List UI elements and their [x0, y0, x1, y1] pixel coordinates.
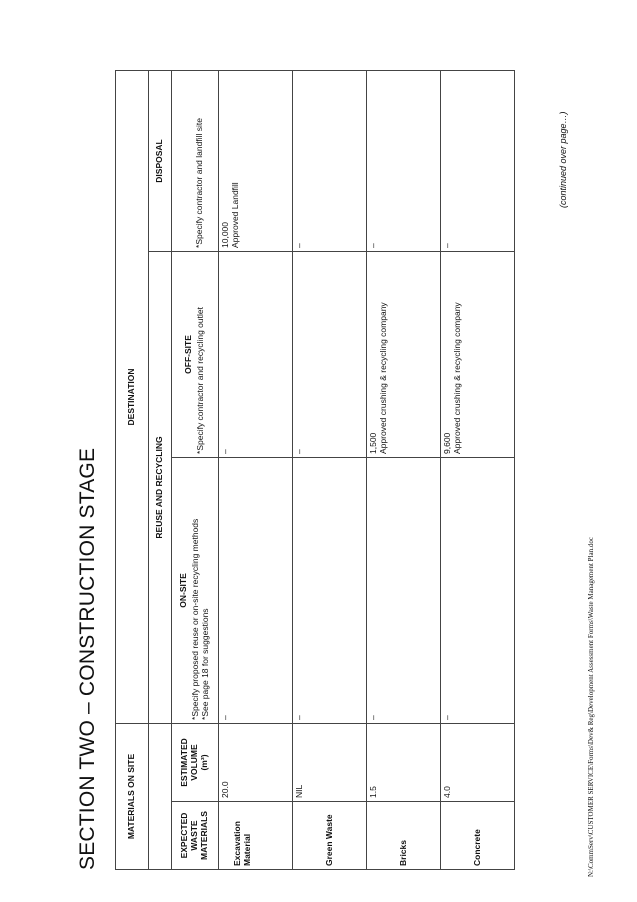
volume-cell: 1.5 — [367, 723, 441, 801]
disposal-header: DISPOSAL — [149, 70, 172, 251]
onsite-cell: – — [219, 457, 293, 723]
volume-unit: (m³) — [198, 754, 209, 771]
disposal-dest: Approved Landfill — [229, 182, 240, 248]
offsite-header — [172, 251, 219, 457]
disposal-cell: – — [367, 70, 441, 251]
offsite-cell: – — [293, 251, 367, 457]
disposal-qty: 10,000 — [220, 221, 230, 248]
offsite-note: *Specify contractor and recycling outlet — [195, 307, 205, 454]
header-row-2 — [149, 70, 172, 869]
header-row-1 — [116, 70, 149, 869]
material-cell: Excavation Material — [219, 802, 293, 870]
onsite-cell: – — [367, 457, 441, 723]
material-cell: Concrete — [441, 802, 515, 870]
reuse-recycling-header: REUSE AND RECYCLING — [149, 251, 172, 723]
onsite-cell: – — [441, 457, 515, 723]
onsite-header — [172, 457, 219, 723]
offsite-qty: 1,500 — [368, 432, 378, 454]
volume-cell: 20.0 — [219, 723, 293, 801]
disposal-cell: – — [441, 70, 515, 251]
table-row — [367, 70, 441, 869]
materials-spacer — [149, 723, 172, 869]
table-row — [293, 70, 367, 869]
offsite-qty: 9,600 — [442, 432, 452, 454]
estimated-volume-header — [172, 723, 219, 801]
material-cell: Bricks — [367, 802, 441, 870]
disposal-note: *Specify contractor and landfill site — [194, 118, 205, 248]
offsite-cell — [367, 251, 441, 457]
header-row-3 — [172, 70, 219, 869]
offsite-cell — [441, 251, 515, 457]
offsite-dest: Approved crushing & recycling company — [451, 302, 462, 454]
volume-cell: 4.0 — [441, 723, 515, 801]
file-path-footer: N:\CommServ\CUSTOMER SERVICE\Forms\Dev& Reg\Development Assessment Forms\Waste Management Plan.doc — [587, 537, 595, 877]
onsite-note-1: *Specify proposed reuse or on-site recycling methods — [190, 518, 201, 720]
disposal-note-header — [172, 70, 219, 251]
expected-waste-header: EXPECTED WASTE MATERIALS — [172, 802, 219, 870]
volume-label: ESTIMATED VOLUME — [179, 738, 200, 787]
volume-cell: NIL — [293, 723, 367, 801]
table-row — [441, 70, 515, 869]
section-title: SECTION TWO – CONSTRUCTION STAGE — [76, 447, 99, 870]
destination-header: DESTINATION — [116, 70, 149, 723]
disposal-cell — [293, 70, 367, 251]
materials-on-site-header: MATERIALS ON SITE — [116, 723, 149, 869]
onsite-note-2: *See page 18 for suggestions — [199, 608, 210, 720]
onsite-cell: – — [293, 457, 367, 723]
onsite-label: ON-SITE — [178, 573, 189, 608]
offsite-dest: Approved crushing & recycling company — [377, 302, 388, 454]
offsite-cell: – — [219, 251, 293, 457]
table-row — [219, 70, 293, 869]
continued-note: (continued over page…) — [558, 111, 568, 208]
waste-management-table — [115, 70, 515, 870]
disposal-cell — [219, 70, 293, 251]
material-cell: Green Waste — [293, 802, 367, 870]
offsite-label: OFF-SITE — [183, 335, 194, 374]
disposal-qty: – — [294, 243, 304, 248]
